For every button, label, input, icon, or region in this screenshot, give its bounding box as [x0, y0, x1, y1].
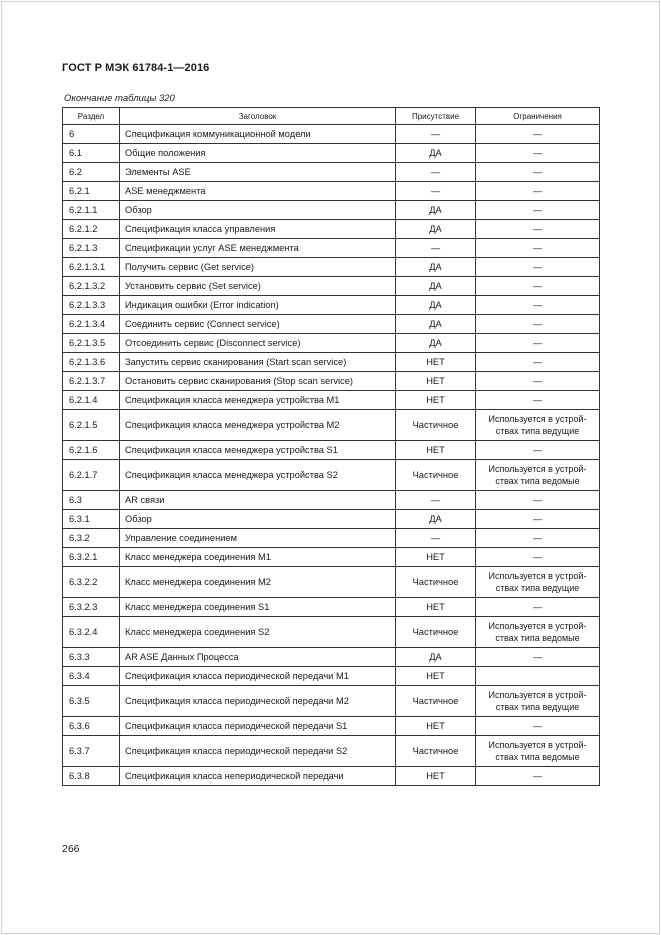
table-row: [63, 372, 600, 391]
cell-title: Запустить сервис сканирования (Start scan service): [120, 353, 396, 372]
cell-restriction: [476, 201, 600, 220]
table-row: [63, 201, 600, 220]
cell-title: AR ASE Данных Процесса: [120, 648, 396, 667]
cell-restriction: [476, 767, 600, 786]
cell-presence: НЕТ: [396, 548, 476, 567]
restriction-line: —: [533, 243, 542, 253]
cell-section: 6.2.1.3.5: [63, 334, 120, 353]
restriction-line: Используется в устрой-: [488, 690, 587, 700]
table-row: [63, 510, 600, 529]
restriction-line: Используется в устрой-: [488, 740, 587, 750]
cell-title: Спецификация класса периодической передачи M2: [120, 686, 396, 717]
cell-section: 6.3.5: [63, 686, 120, 717]
cell-restriction: [476, 220, 600, 239]
cell-restriction: [476, 548, 600, 567]
cell-presence: —: [396, 529, 476, 548]
cell-title: Установить сервис (Set service): [120, 277, 396, 296]
cell-presence: ДА: [396, 220, 476, 239]
cell-presence: ДА: [396, 334, 476, 353]
document-header: ГОСТ Р МЭК 61784-1—2016: [62, 62, 210, 74]
table-row: [63, 353, 600, 372]
cell-title: Спецификация класса управления: [120, 220, 396, 239]
cell-title: Получить сервис (Get service): [120, 258, 396, 277]
cell-presence: ДА: [396, 648, 476, 667]
table-row: [63, 277, 600, 296]
cell-section: 6.2.1.3: [63, 239, 120, 258]
cell-section: 6: [63, 125, 120, 144]
restriction-line: —: [533, 281, 542, 291]
table-row: [63, 391, 600, 410]
cell-section: 6.2.1.5: [63, 410, 120, 441]
restriction-line: ствах типа ведущие: [495, 583, 580, 593]
cell-restriction: [476, 648, 600, 667]
cell-presence: Частичное: [396, 410, 476, 441]
restriction-line: —: [533, 300, 542, 310]
cell-title: Обзор: [120, 201, 396, 220]
cell-presence: ДА: [396, 510, 476, 529]
cell-title: Индикация ошибки (Error indication): [120, 296, 396, 315]
cell-section: 6.3.2.1: [63, 548, 120, 567]
restriction-line: ствах типа ведомые: [495, 633, 580, 643]
cell-title: Управление соединением: [120, 529, 396, 548]
restriction-line: —: [533, 205, 542, 215]
cell-presence: Частичное: [396, 567, 476, 598]
cell-restriction: [476, 667, 600, 686]
cell-restriction: [476, 598, 600, 617]
column-header-restrictions: Ограничения: [476, 108, 600, 125]
cell-restriction: [476, 529, 600, 548]
cell-section: 6.3.6: [63, 717, 120, 736]
cell-title: Класс менеджера соединения S1: [120, 598, 396, 617]
cell-restriction: [476, 410, 600, 441]
cell-presence: —: [396, 125, 476, 144]
cell-title: Элементы ASE: [120, 163, 396, 182]
table-body: [63, 125, 600, 786]
table-row: [63, 567, 600, 598]
restriction-line: —: [533, 533, 542, 543]
cell-title: Спецификация класса менеджера устройства S1: [120, 441, 396, 460]
restriction-line: —: [533, 721, 542, 731]
restriction-line: Используется в устрой-: [488, 414, 587, 424]
table-caption: Окончание таблицы 320: [64, 93, 175, 104]
restriction-line: —: [533, 186, 542, 196]
restriction-line: —: [533, 224, 542, 234]
table-row: [63, 163, 600, 182]
cell-restriction: [476, 372, 600, 391]
cell-section: 6.2.1.4: [63, 391, 120, 410]
cell-section: 6.3.2.3: [63, 598, 120, 617]
table-row: [63, 491, 600, 510]
cell-title: Спецификация класса периодической передачи M1: [120, 667, 396, 686]
restriction-line: —: [533, 652, 542, 662]
table-row: [63, 441, 600, 460]
restriction-line: —: [533, 602, 542, 612]
cell-presence: —: [396, 163, 476, 182]
cell-section: 6.3.4: [63, 667, 120, 686]
table-header-row: [63, 108, 600, 125]
table-row: [63, 296, 600, 315]
cell-restriction: [476, 258, 600, 277]
cell-presence: ДА: [396, 144, 476, 163]
restriction-line: Используется в устрой-: [488, 571, 587, 581]
cell-presence: ДА: [396, 296, 476, 315]
cell-presence: НЕТ: [396, 441, 476, 460]
table-row: [63, 125, 600, 144]
cell-presence: ДА: [396, 201, 476, 220]
cell-restriction: [476, 315, 600, 334]
cell-title: Спецификации услуг ASE менеджмента: [120, 239, 396, 258]
restriction-line: —: [533, 495, 542, 505]
cell-presence: ДА: [396, 277, 476, 296]
restriction-line: —: [533, 148, 542, 158]
column-header-section: Раздел: [63, 108, 120, 125]
cell-section: 6.2.1.7: [63, 460, 120, 491]
cell-presence: Частичное: [396, 617, 476, 648]
cell-presence: ДА: [396, 315, 476, 334]
cell-section: 6.3.2.2: [63, 567, 120, 598]
cell-restriction: [476, 441, 600, 460]
cell-title: Спецификация коммуникационной модели: [120, 125, 396, 144]
table-row: [63, 144, 600, 163]
cell-section: 6.3.1: [63, 510, 120, 529]
cell-restriction: [476, 491, 600, 510]
cell-title: Соединить сервис (Connect service): [120, 315, 396, 334]
restriction-line: ствах типа ведущие: [495, 426, 580, 436]
cell-restriction: [476, 125, 600, 144]
cell-title: Обзор: [120, 510, 396, 529]
cell-restriction: [476, 686, 600, 717]
restriction-line: —: [533, 129, 542, 139]
cell-title: Остановить сервис сканирования (Stop scan service): [120, 372, 396, 391]
table-row: [63, 258, 600, 277]
restriction-line: —: [533, 552, 542, 562]
column-header-presence: Присутствие: [396, 108, 476, 125]
cell-section: 6.2.1.1: [63, 201, 120, 220]
cell-title: ASE менеджмента: [120, 182, 396, 201]
cell-presence: —: [396, 491, 476, 510]
cell-presence: НЕТ: [396, 667, 476, 686]
cell-section: 6.3.2: [63, 529, 120, 548]
restriction-line: Используется в устрой-: [488, 464, 587, 474]
cell-presence: НЕТ: [396, 391, 476, 410]
cell-title: Общие положения: [120, 144, 396, 163]
restriction-line: —: [533, 319, 542, 329]
cell-section: 6.2.1.6: [63, 441, 120, 460]
cell-presence: НЕТ: [396, 598, 476, 617]
restriction-line: Используется в устрой-: [488, 621, 587, 631]
table-row: [63, 548, 600, 567]
page-number: 266: [62, 843, 80, 855]
table-row: [63, 239, 600, 258]
cell-restriction: [476, 617, 600, 648]
cell-restriction: [476, 510, 600, 529]
cell-restriction: [476, 277, 600, 296]
table-row: [63, 598, 600, 617]
requirements-table: [62, 107, 600, 786]
cell-section: 6.2.1.3.2: [63, 277, 120, 296]
cell-title: Класс менеджера соединения M2: [120, 567, 396, 598]
table-row: [63, 460, 600, 491]
cell-presence: ДА: [396, 258, 476, 277]
restriction-line: —: [533, 262, 542, 272]
cell-section: 6.2.1.3.4: [63, 315, 120, 334]
restriction-line: —: [533, 445, 542, 455]
table-row: [63, 334, 600, 353]
cell-section: 6.2.1.2: [63, 220, 120, 239]
cell-restriction: [476, 182, 600, 201]
table-row: [63, 220, 600, 239]
cell-presence: НЕТ: [396, 353, 476, 372]
cell-presence: НЕТ: [396, 717, 476, 736]
cell-presence: Частичное: [396, 686, 476, 717]
cell-section: 6.3.3: [63, 648, 120, 667]
cell-restriction: [476, 163, 600, 182]
restriction-line: —: [533, 167, 542, 177]
restriction-line: —: [533, 376, 542, 386]
table-row: [63, 667, 600, 686]
cell-section: 6.3.8: [63, 767, 120, 786]
cell-title: Спецификация класса менеджера устройства M1: [120, 391, 396, 410]
cell-presence: —: [396, 182, 476, 201]
cell-section: 6.2.1.3.3: [63, 296, 120, 315]
restriction-line: —: [533, 514, 542, 524]
cell-section: 6.2.1.3.1: [63, 258, 120, 277]
column-header-title: Заголовок: [120, 108, 396, 125]
cell-section: 6.2.1: [63, 182, 120, 201]
cell-title: Класс менеджера соединения S2: [120, 617, 396, 648]
cell-restriction: [476, 717, 600, 736]
table-row: [63, 717, 600, 736]
cell-restriction: [476, 334, 600, 353]
cell-presence: НЕТ: [396, 767, 476, 786]
cell-title: Спецификация класса менеджера устройства S2: [120, 460, 396, 491]
cell-restriction: [476, 353, 600, 372]
restriction-line: ствах типа ведомые: [495, 476, 580, 486]
table-row: [63, 736, 600, 767]
cell-presence: —: [396, 239, 476, 258]
restriction-line: ствах типа ведомые: [495, 752, 580, 762]
cell-presence: НЕТ: [396, 372, 476, 391]
cell-section: 6.3.2.4: [63, 617, 120, 648]
cell-section: 6.1: [63, 144, 120, 163]
table-row: [63, 529, 600, 548]
restriction-line: ствах типа ведущие: [495, 702, 580, 712]
restriction-line: —: [533, 338, 542, 348]
cell-restriction: [476, 736, 600, 767]
cell-title: Класс менеджера соединения M1: [120, 548, 396, 567]
table-row: [63, 617, 600, 648]
cell-section: 6.2.1.3.6: [63, 353, 120, 372]
cell-section: 6.2: [63, 163, 120, 182]
table-row: [63, 182, 600, 201]
restriction-line: —: [533, 357, 542, 367]
cell-title: Спецификация класса менеджера устройства M2: [120, 410, 396, 441]
table-row: [63, 648, 600, 667]
cell-title: Спецификация класса периодической передачи S2: [120, 736, 396, 767]
cell-section: 6.3.7: [63, 736, 120, 767]
cell-title: Спецификация класса периодической передачи S1: [120, 717, 396, 736]
cell-presence: Частичное: [396, 460, 476, 491]
cell-restriction: [476, 460, 600, 491]
table-row: [63, 767, 600, 786]
cell-title: Спецификация класса непериодической передачи: [120, 767, 396, 786]
cell-restriction: [476, 391, 600, 410]
cell-restriction: [476, 144, 600, 163]
table-row: [63, 686, 600, 717]
table-row: [63, 410, 600, 441]
cell-title: AR связи: [120, 491, 396, 510]
restriction-line: —: [533, 395, 542, 405]
cell-presence: Частичное: [396, 736, 476, 767]
cell-title: Отсоединить сервис (Disconnect service): [120, 334, 396, 353]
table-row: [63, 315, 600, 334]
cell-section: 6.2.1.3.7: [63, 372, 120, 391]
cell-restriction: [476, 296, 600, 315]
cell-section: 6.3: [63, 491, 120, 510]
cell-restriction: [476, 239, 600, 258]
cell-restriction: [476, 567, 600, 598]
restriction-line: —: [533, 771, 542, 781]
